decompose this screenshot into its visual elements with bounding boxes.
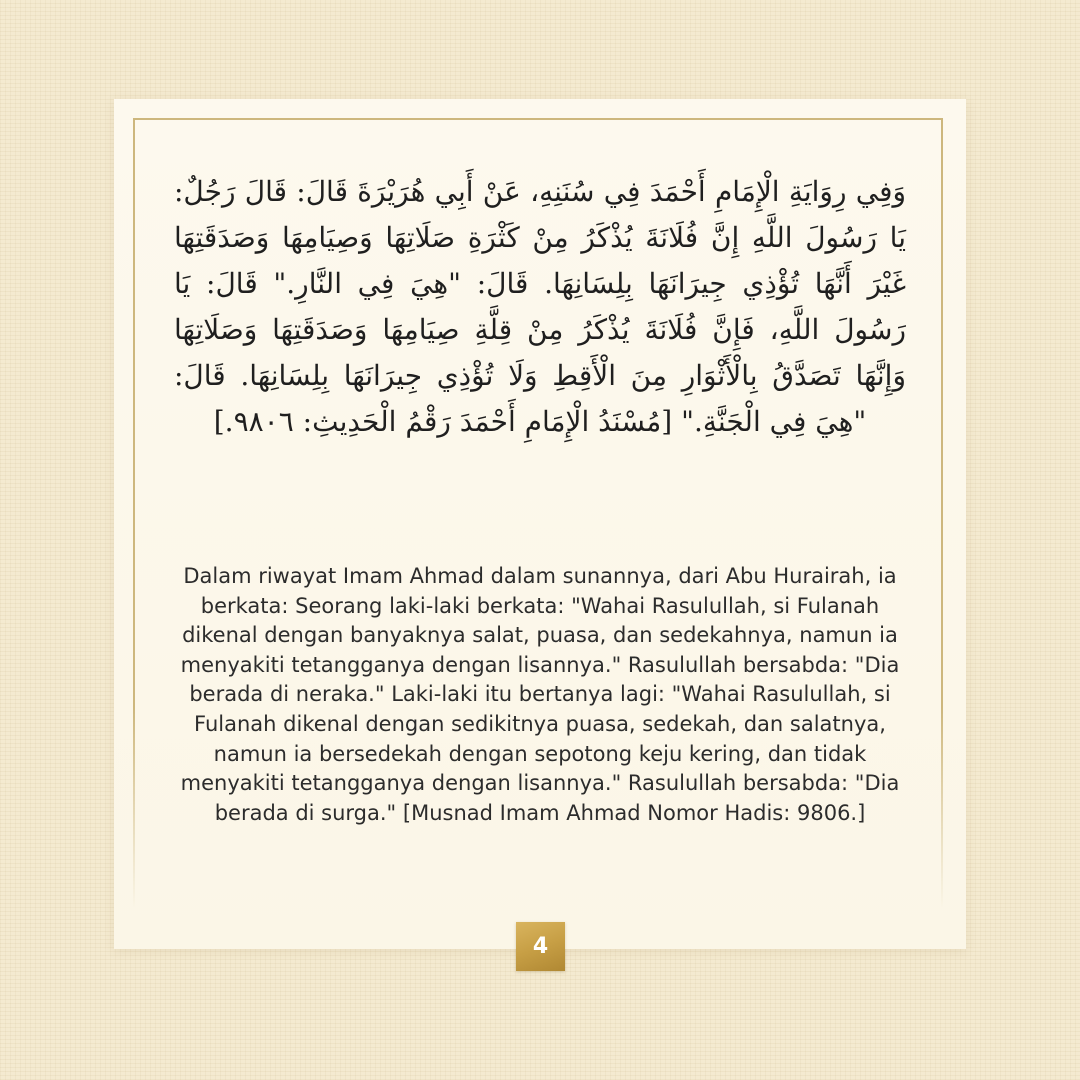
arabic-hadith-text: وَفِي رِوَايَةِ الْإِمَامِ أَحْمَدَ فِي سُنَنِهِ، عَنْ أَبِي هُرَيْرَةَ قَالَ: قَالَ رَجُلٌ: يَا رَسُولَ اللَّهِ إِنَّ فُلَانَةَ يُذْكَرُ مِنْ كَثْرَةِ صَلَاتِهَا وَصِيَامِهَا وَصَدَقَتِهَا غَيْرَ أَنَّهَا تُؤْذِي جِيرَانَهَا بِلِسَانِهَا. قَالَ: "هِيَ فِي النَّارِ." قَالَ: يَا رَسُولَ اللَّهِ، فَإِنَّ فُلَانَةَ يُذْكَرُ مِنْ قِلَّةِ صِيَامِهَا وَصَدَقَتِهَا وَصَلَاتِهَا وَإِنَّهَا تَصَدَّقُ بِالْأَثْوَارِ مِنَ الْأَقِطِ وَلَا تُؤْذِي جِيرَانَهَا بِلِسَانِهَا. قَالَ: "هِيَ فِي الْجَنَّةِ." [مُسْنَدُ الْإِمَامِ أَحْمَدَ رَقْمُ الْحَدِيثِ: ٩٨٠٦.] xyxy=(174,175,906,438)
content-card xyxy=(114,99,966,949)
page-number-badge: 4 xyxy=(516,922,565,971)
translation-text: Dalam riwayat Imam Ahmad dalam sunannya, dari Abu Hurairah, ia berkata: Seorang laki-laki berkata: "Wahai Rasulullah, si Fulanah dikenal dengan banyaknya salat, puasa, dan sedekahnya, namun ia menyakiti tetangganya dengan lisannya." Rasulullah bersabda: "Dia berada di neraka." Laki-laki itu bertanya lagi: "Wahai Rasulullah, si Fulanah dikenal dengan sedikitnya puasa, sedekah, dan salatnya, namun ia bersedekah dengan sepotong keju kering, dan tidak menyakiti tetangganya dengan lisannya." Rasulullah bersabda: "Dia berada di surga." [Musnad Imam Ahmad Nomor Hadis: 9806.] xyxy=(180,564,900,825)
